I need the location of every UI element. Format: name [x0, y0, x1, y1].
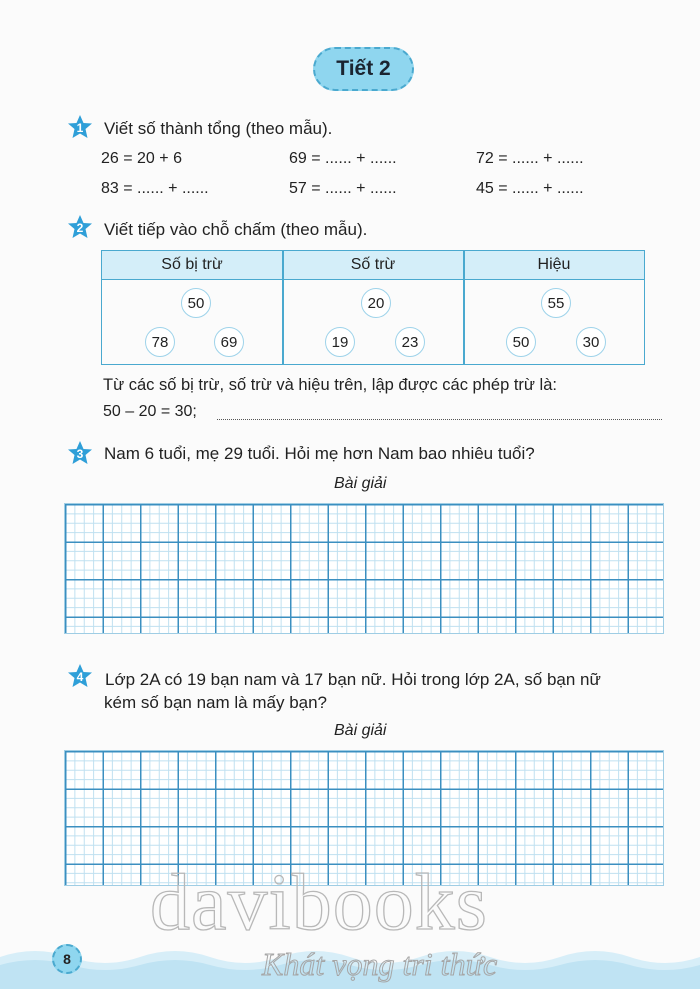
q2-instruction: Từ các số bị trừ, số trừ và hiệu trên, lập được các phép trừ là:	[103, 376, 557, 394]
minuend-number: 50	[181, 288, 211, 318]
q1-item: 69 = ...... + ......	[289, 150, 397, 167]
q1-item: 57 = ...... + ......	[289, 180, 397, 197]
question-3-star-icon: 3	[67, 440, 93, 466]
lesson-title: Tiết 2	[313, 47, 414, 91]
subtrahend-number: 23	[395, 327, 425, 357]
question-2-text: Viết tiếp vào chỗ chấm (theo mẫu).	[104, 220, 368, 239]
subtrahend-number: 19	[325, 327, 355, 357]
header-minuend: Số bị trừ	[102, 251, 283, 279]
page-number: 8	[52, 944, 82, 974]
difference-number: 30	[576, 327, 606, 357]
minuend-number: 78	[145, 327, 175, 357]
question-3-text: Nam 6 tuổi, mẹ 29 tuổi. Hỏi mẹ hơn Nam bao nhiêu tuổi?	[104, 444, 535, 463]
q1-item: 45 = ...... + ......	[476, 180, 584, 197]
question-4-text-line1: Lớp 2A có 19 bạn nam và 17 bạn nữ. Hỏi trong lớp 2A, số bạn nữ	[105, 670, 601, 689]
question-4-star-icon: 4	[67, 663, 93, 689]
q4-solution-label: Bài giải	[334, 722, 387, 739]
subtraction-table	[101, 250, 645, 365]
q2-example: 50 – 20 = 30;	[103, 403, 197, 420]
question-4-text-line2: kém số bạn nam là mấy bạn?	[104, 693, 328, 712]
q1-item: 83 = ...... + ......	[101, 180, 209, 197]
watermark-tagline: Khát vọng tri thức	[262, 946, 498, 982]
q3-answer-grid[interactable]	[64, 503, 664, 634]
header-subtrahend: Số trừ	[283, 251, 464, 279]
question-1-star-icon: 1	[67, 114, 93, 140]
question-2-star-icon: 2	[67, 214, 93, 240]
q3-solution-label: Bài giải	[334, 475, 387, 492]
question-1-text: Viết số thành tổng (theo mẫu).	[104, 119, 333, 138]
q1-item: 72 = ...... + ......	[476, 150, 584, 167]
header-difference: Hiệu	[537, 256, 571, 273]
q2-answer-line[interactable]	[217, 419, 662, 420]
difference-number: 50	[506, 327, 536, 357]
table-header	[102, 251, 644, 280]
subtrahend-number: 20	[361, 288, 391, 318]
difference-number: 55	[541, 288, 571, 318]
watermark-brand: davibooks	[150, 859, 488, 947]
q1-item: 26 = 20 + 6	[101, 150, 182, 167]
minuend-number: 69	[214, 327, 244, 357]
